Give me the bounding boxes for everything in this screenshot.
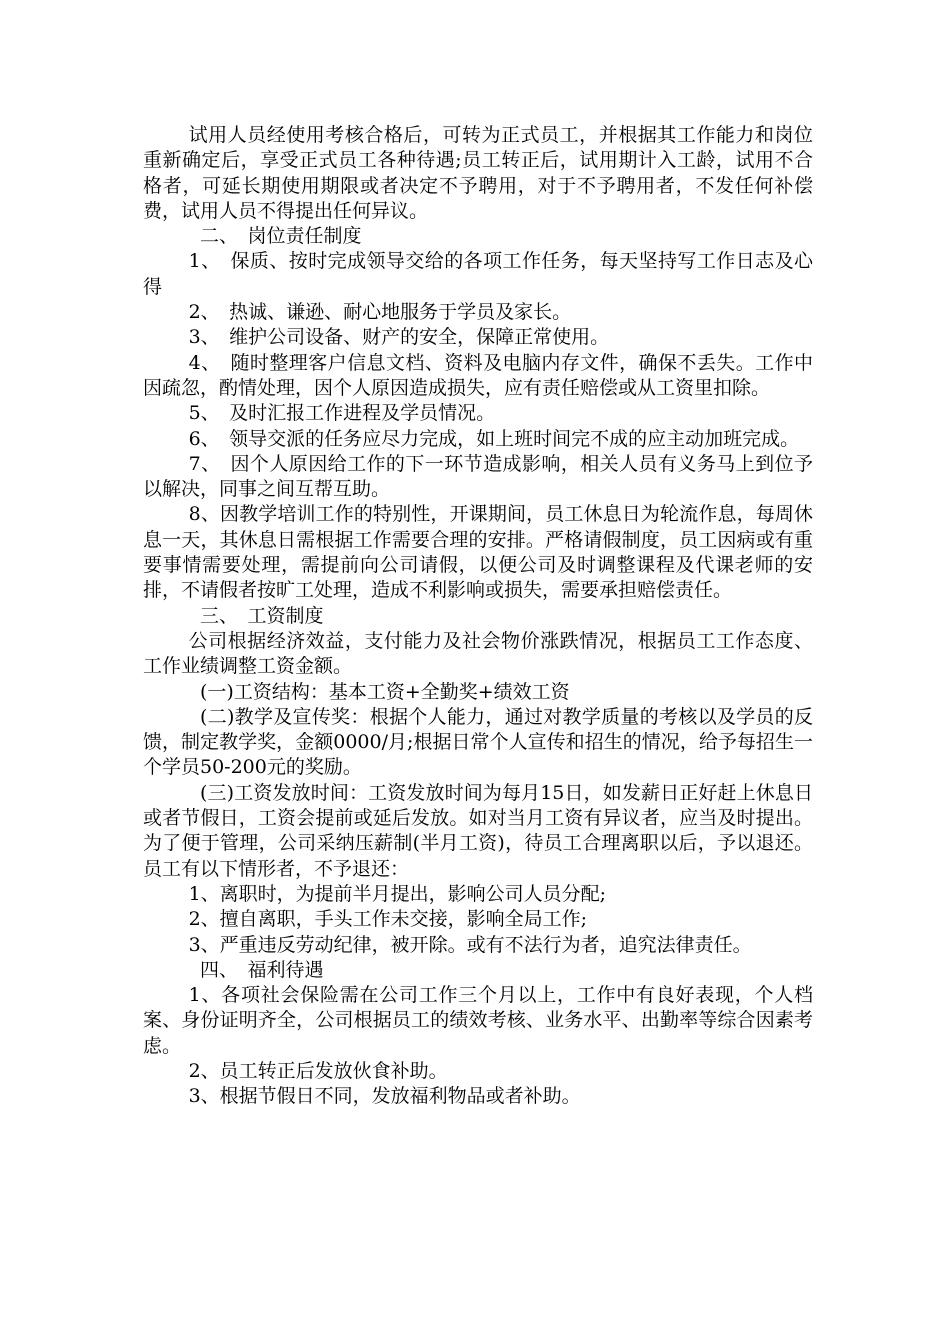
section-heading-job-responsibility: 二、 岗位责任制度 — [200, 225, 362, 248]
list-item-7: 7、 因个人原因给工作的下一环节造成影响，相关人员有义务马上到位予以解决，同事之间互帮互助。 — [143, 452, 813, 501]
paragraph-pay-date: (三)工资发放时间：工资发放时间为每月15日，如发薪日正好赶上休息日或者节假日，工资会提前或延后发放。如对当月工资有异议者，应当及时提出。为了便于管理，公司采纳压薪制(半月工资)，待员工合理离职以后，予以退还。员工有以下情形者，不予退还： — [143, 781, 813, 880]
list-item-2: 2、 热诚、谦逊、耐心地服务于学员及家长。 — [188, 301, 572, 324]
list-item-benefit-2: 2、员工转正后发放伙食补助。 — [188, 1059, 448, 1082]
paragraph-salary-structure: (一)工资结构：基本工资+全勤奖+绩效工资 — [200, 680, 570, 703]
list-item-6: 6、 领导交派的任务应尽力完成，如上班时间完不成的应主动加班完成。 — [188, 427, 800, 450]
paragraph-salary-intro: 公司根据经济效益，支付能力及社会物价涨跌情况，根据员工工作态度、工作业绩调整工资金额。 — [143, 629, 813, 678]
list-item-no-refund-1: 1、离职时，为提前半月提出，影响公司人员分配; — [188, 882, 607, 905]
paragraph-probation: 试用人员经使用考核合格后，可转为正式员工，并根据其工作能力和岗位重新确定后，享受正式员工各种待遇;员工转正后，试用期计入工龄，试用不合格者，可延长期使用期限或者决定不予聘用，对于不予聘用者，不发任何补偿费，试用人员不得提出任何异议。 — [143, 124, 813, 222]
paragraph-teaching-award: (二)教学及宣传奖：根据个人能力，通过对教学质量的考核以及学员的反馈，制定教学奖，金额0000/月;根据日常个人宣传和招生的情况，给予每招生一个学员50-200元的奖励。 — [143, 705, 813, 779]
section-heading-benefits: 四、 福利待遇 — [200, 958, 324, 981]
list-item-no-refund-2: 2、擅自离职，手头工作未交接，影响全局工作; — [188, 908, 588, 931]
list-item-benefit-1: 1、各项社会保险需在公司工作三个月以上，工作中有良好表现，个人档案、身份证明齐全，公司根据员工的绩效考核、业务水平、出勤率等综合因素考虑。 — [143, 984, 813, 1057]
list-item-5: 5、 及时汇报工作进程及学员情况。 — [188, 402, 496, 425]
list-item-3: 3、 维护公司设备、财产的安全，保障正常使用。 — [188, 326, 610, 349]
list-item-4: 4、 随时整理客户信息文档、资料及电脑内存文件，确保不丢失。工作中因疏忽，酌情处理，因个人原因造成损失，应有责任赔偿或从工资里扣除。 — [143, 351, 813, 399]
list-item-no-refund-3: 3、严重违反劳动纪律，被开除。或有不法行为者，追究法律责任。 — [188, 933, 752, 956]
section-heading-salary: 三、 工资制度 — [200, 604, 324, 627]
document-body — [143, 123, 813, 1110]
list-item-8: 8、因教学培训工作的特别性，开课期间，员工休息日为轮流作息，每周休息一天，其休息日需根据工作需要合理的安排。严格请假制度，员工因病或有重要事情需要处理，需提前向公司请假，以便公司及时调整课程及代课老师的安排，不请假者按旷工处理，造成不利影响或损失，需要承担赔偿责任。 — [143, 503, 813, 602]
list-item-benefit-3: 3、根据节假日不同，发放福利物品或者补助。 — [188, 1085, 581, 1108]
list-item-1: 1、 保质、按时完成领导交给的各项工作任务，每天坚持写工作日志及心得 — [143, 250, 813, 298]
